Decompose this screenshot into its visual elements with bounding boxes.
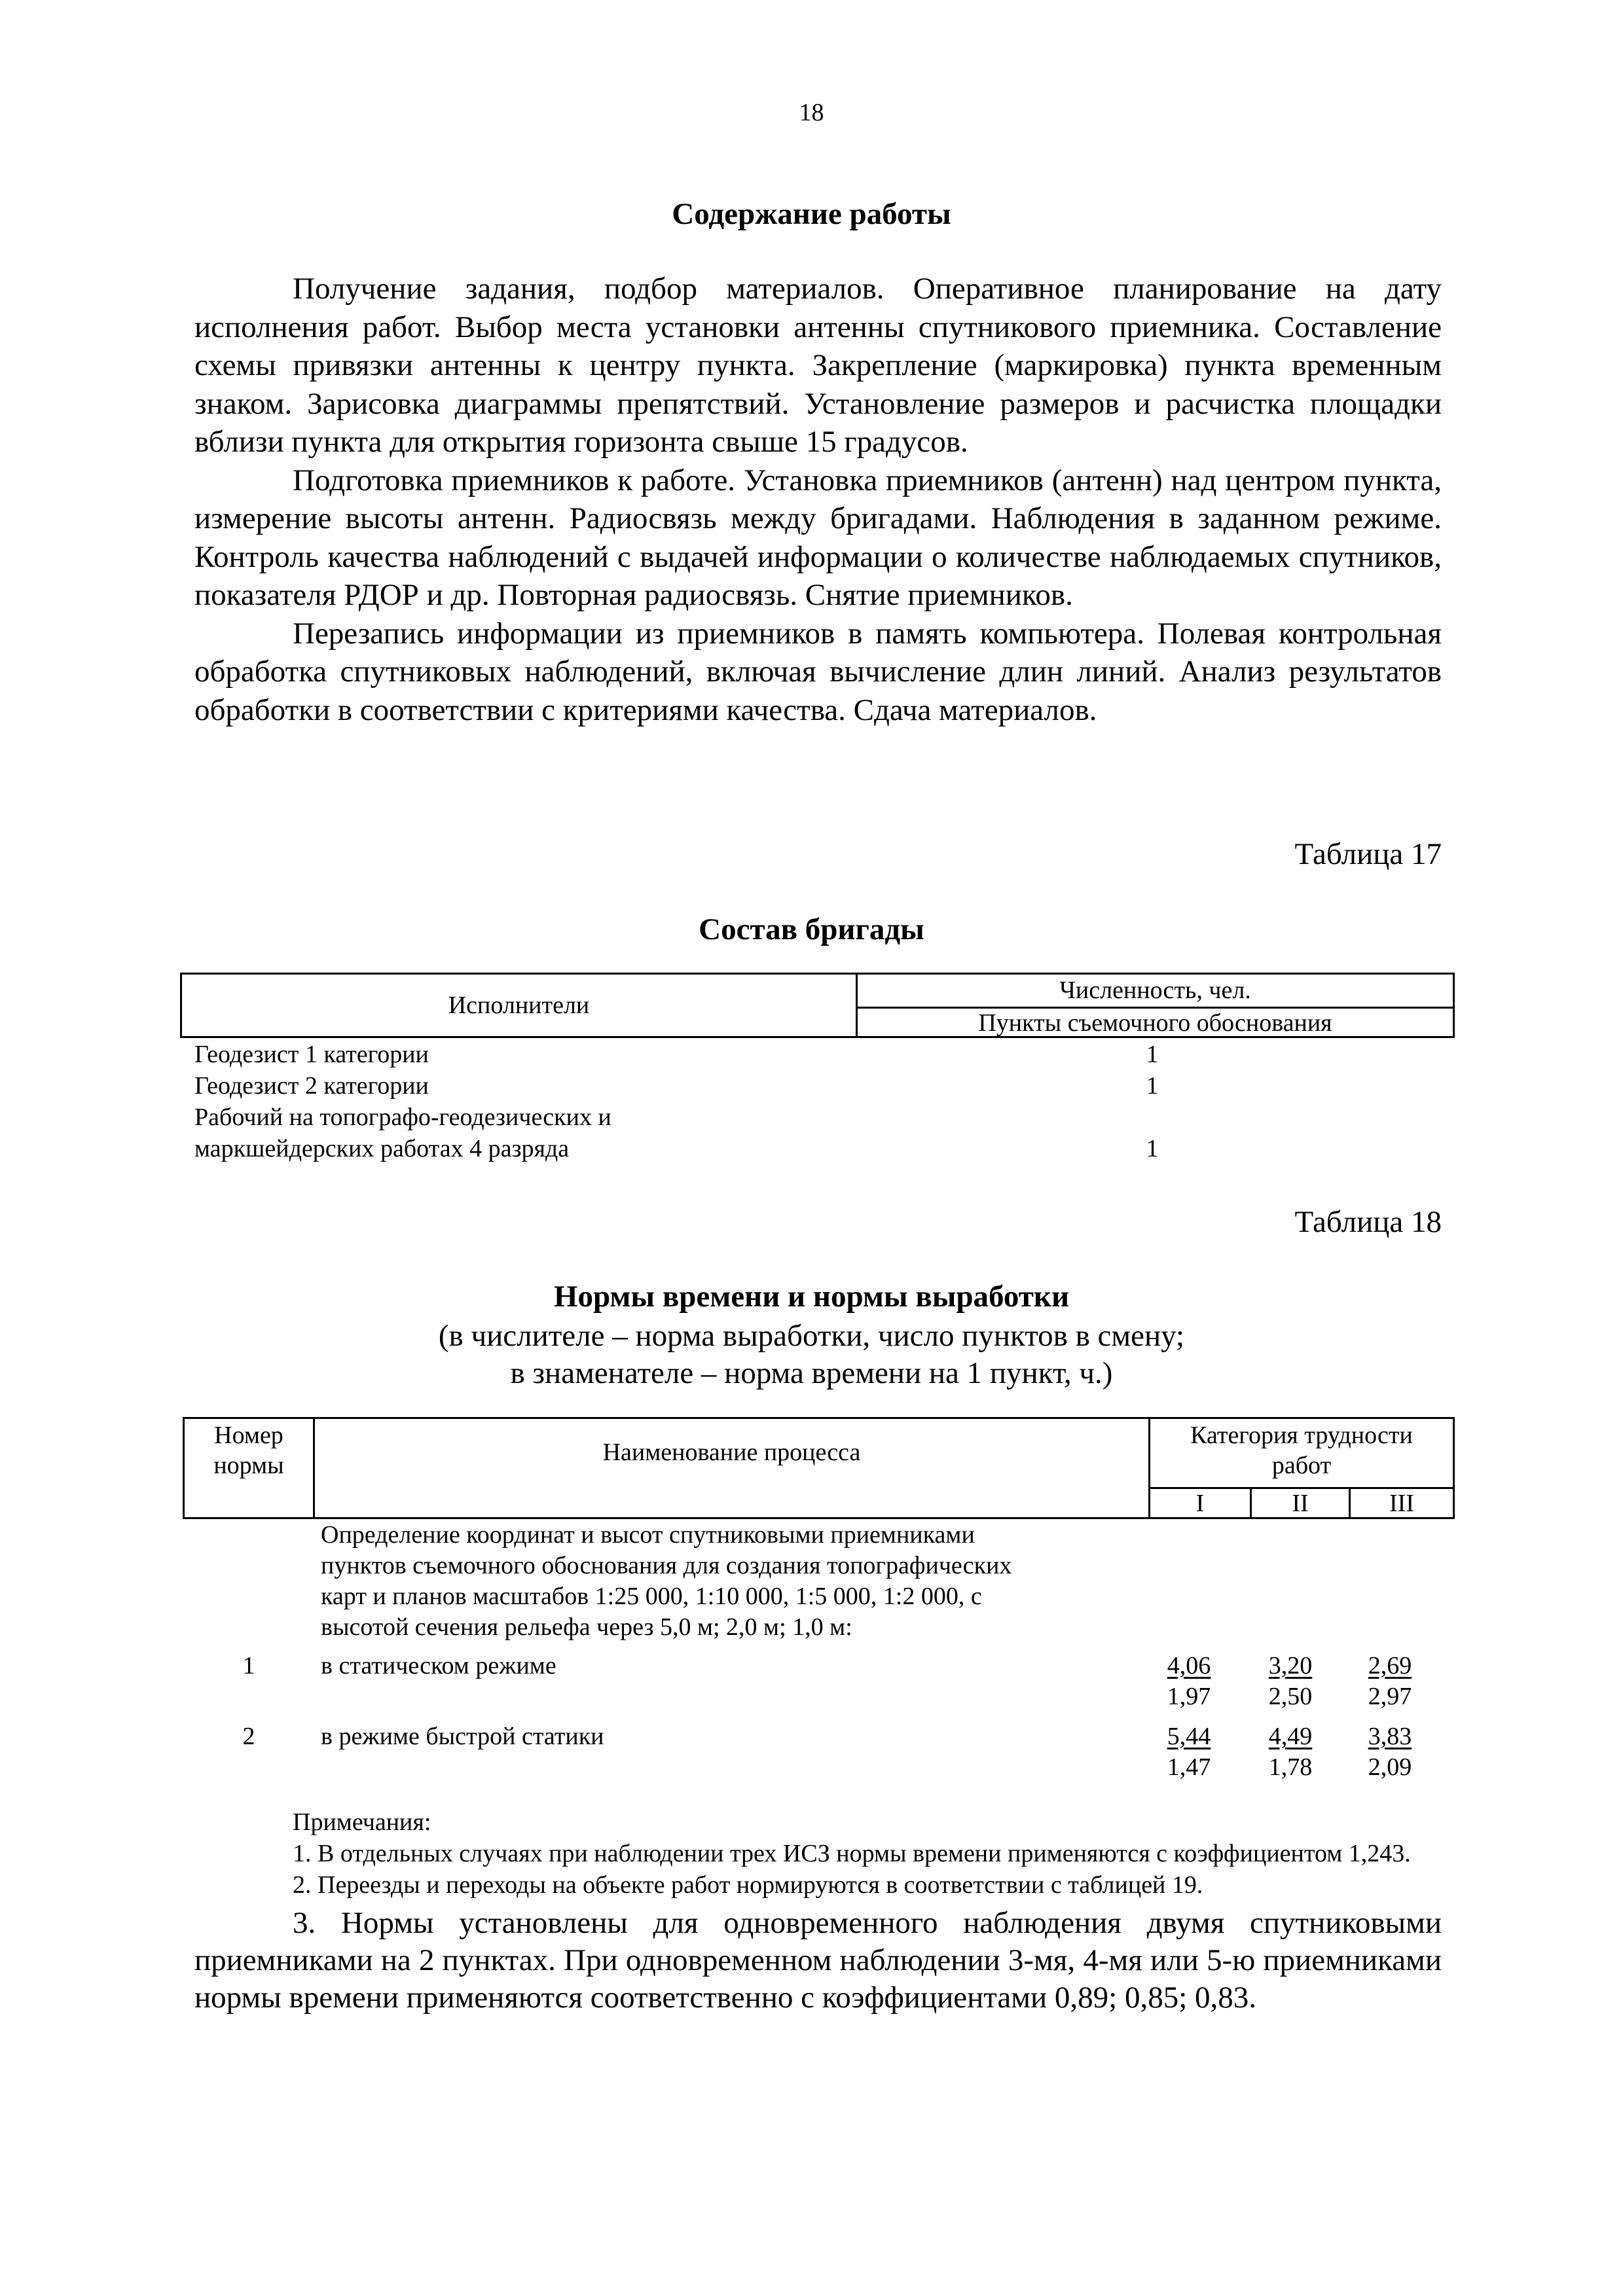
table18-row2-cat3 — [1351, 1721, 1429, 1783]
table17-row-name: Геодезист 1 категории — [194, 1041, 429, 1068]
table18-header — [183, 1417, 1455, 1519]
paragraph-2: Подготовка приемников к работе. Установка приемников (антенн) над центром пункта, измерение высоты антенн. Радиосвязь между бригадами. Наблюдения в заданном режиме. Контроль качества наблюдений с выдачей информации о количестве наблюдаемых спутников, показателя РДОР и др. Повторная радиосвязь. Снятие приемников. — [194, 463, 1442, 612]
work-content-text — [194, 270, 1442, 729]
group-line: пунктов съемочного обоснования для создания топографических — [321, 1552, 1012, 1579]
table18-row2-name: в режиме быстрой статики — [321, 1723, 604, 1750]
table18-row1-cat2 — [1251, 1651, 1330, 1712]
table17-row-name: маркшейдерских работах 4 разряда — [194, 1135, 570, 1162]
table-row — [0, 1070, 1623, 1102]
paragraph-1: Получение задания, подбор материалов. Оперативное планирование на дату исполнения работ. Выбор места установки антенны спутникового приемника. Составление схемы привязки антенны к центру пункта. Закрепление (маркировка) пункта временным знаком. Зарисовка диаграммы препятствий. Установление размеров и расчистка площадки вблизи пункта для открытия горизонта свыше 15 градусов. — [194, 272, 1442, 459]
table18-row2-cat1 — [1150, 1721, 1228, 1783]
denominator: 2,97 — [1368, 1683, 1412, 1710]
table17-row-value: 1 — [1146, 1072, 1159, 1100]
denominator: 2,50 — [1268, 1683, 1313, 1710]
table18-row1-cat1 — [1150, 1651, 1228, 1712]
denominator: 1,78 — [1268, 1753, 1313, 1781]
paragraph-3: Перезапись информации из приемников в память компьютера. Полевая контрольная обработка спутниковых наблюдений, включая вычисление длин линий. Анализ результатов обработки в соответствии с критериями качества. Сдача материалов. — [194, 616, 1442, 727]
table17-title: Состав бригады — [699, 912, 924, 946]
table18-subtitle-1: (в числителе – норма выработки, число пунктов в смену; — [438, 1319, 1185, 1353]
table17-row-value: 1 — [1146, 1041, 1159, 1068]
table18-col-category-1: Категория трудности — [1190, 1422, 1413, 1449]
table18-title: Нормы времени и нормы выработки — [553, 1280, 1070, 1314]
page-number: 18 — [799, 99, 824, 126]
group-line: высотой сечения рельефа через 5,0 м; 2,0 м; 1,0 м: — [321, 1613, 852, 1641]
table17-col-performers: Исполнители — [448, 992, 590, 1019]
table18-row2-cat2 — [1251, 1721, 1330, 1783]
notes-heading: Примечания: — [293, 1808, 431, 1836]
table17-row-name: Геодезист 2 категории — [194, 1072, 429, 1100]
table18-category-3: III — [1389, 1490, 1414, 1517]
table18-label: Таблица 18 — [1294, 1205, 1442, 1239]
numerator: 4,49 — [1268, 1723, 1313, 1750]
table-row — [0, 1039, 1623, 1070]
group-line: Определение координат и высот спутниковыми приемниками — [321, 1521, 975, 1549]
numerator: 2,69 — [1368, 1652, 1412, 1679]
table17-row-name: Рабочий на топографо-геодезических и — [194, 1103, 611, 1131]
table18-col-category-2: работ — [1271, 1452, 1332, 1479]
table18-col-process: Наименование процесса — [602, 1439, 861, 1466]
table18-row1-cat3 — [1351, 1651, 1429, 1712]
table17-header — [180, 973, 1455, 1038]
table-row — [0, 1102, 1623, 1133]
denominator: 1,47 — [1167, 1753, 1211, 1781]
numerator: 5,44 — [1167, 1723, 1211, 1750]
table17-label: Таблица 17 — [1294, 837, 1442, 871]
table18-col-number-1: Номер — [214, 1422, 283, 1449]
denominator: 1,97 — [1167, 1683, 1211, 1710]
table17-row-value: 1 — [1146, 1135, 1159, 1162]
note-2: 2. Переезды и переходы на объекте работ нормируются в соответствии с таблицей 19. — [293, 1871, 1203, 1899]
table18-row1-num: 1 — [242, 1652, 255, 1679]
table18-col-number-2: нормы — [213, 1452, 284, 1479]
table18-row1-name: в статическом режиме — [321, 1652, 556, 1679]
numerator: 3,20 — [1268, 1652, 1313, 1679]
numerator: 3,83 — [1368, 1723, 1412, 1750]
note-1: 1. В отдельных случаях при наблюдении трех ИСЗ нормы времени применяются с коэффициентом 1,243. — [293, 1840, 1411, 1867]
table17-col-count-sub: Пункты съемочного обоснования — [978, 1009, 1332, 1037]
table18-category-1: I — [1195, 1490, 1205, 1517]
table18-group-description — [321, 1520, 1106, 1643]
table18-category-2: II — [1292, 1490, 1309, 1517]
section-title: Содержание работы — [672, 197, 951, 231]
denominator: 2,09 — [1368, 1753, 1412, 1781]
table18-row2-num: 2 — [242, 1723, 255, 1750]
group-line: карт и планов масштабов 1:25 000, 1:10 000, 1:5 000, 1:2 000, с — [321, 1583, 982, 1610]
table18-subtitle-2: в знаменателе – норма времени на 1 пункт, ч.) — [510, 1356, 1113, 1390]
table-row — [0, 1133, 1623, 1164]
numerator: 4,06 — [1167, 1652, 1211, 1679]
notes — [194, 1806, 1442, 2017]
table17-col-count: Численность, чел. — [1059, 977, 1251, 1004]
note-3: 3. Нормы установлены для одновременного наблюдения двумя спутниковыми приемниками на 2 пунктах. При одновременном наблюдении 3-мя, 4-мя или 5-ю приемниками нормы времени применяются соответственно с коэффициентами 0,89; 0,85; 0,83. — [194, 1906, 1442, 2015]
